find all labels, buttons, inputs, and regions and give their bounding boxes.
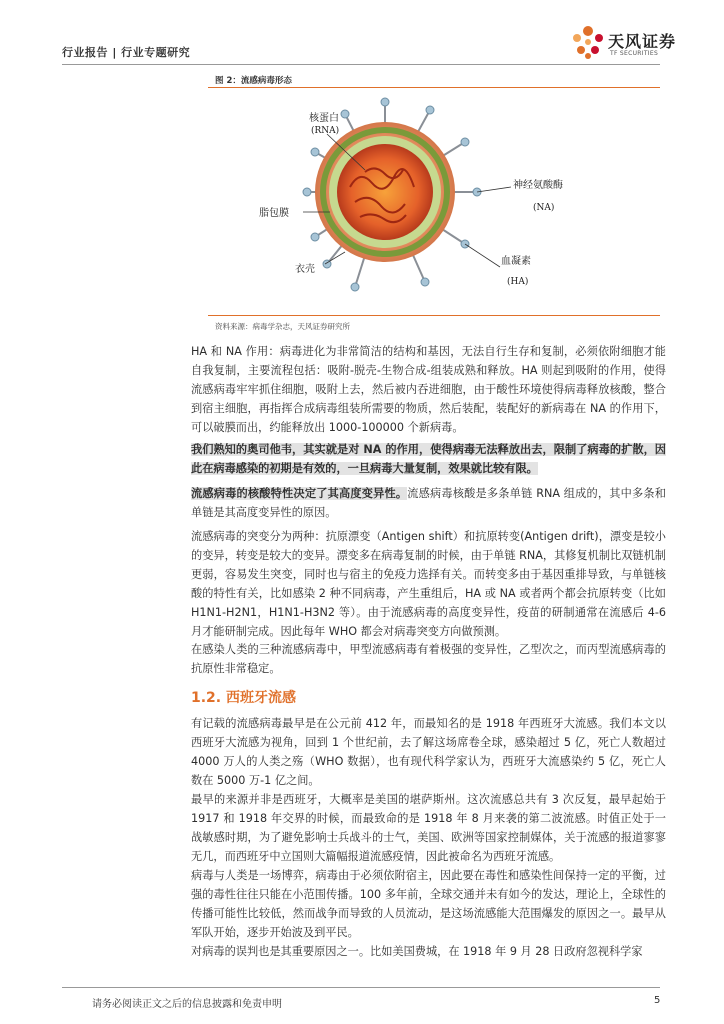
label-hemagglutinin: 血凝素 [501, 256, 531, 267]
paragraph-misjudgment: 对病毒的误判也是其重要原因之一。比如美国费城，在 1918 年 9 月 28 日政府忽视科学家 [191, 945, 643, 958]
paragraph-ha-na-function: HA 和 NA 作用：病毒进化为非常简洁的结构和基因，无法自行生存和复制，必须依附细胞才能自我复制，主要流程包括：吸附-脱壳-生物合成-组装成熟和释放。HA 则起到吸附的作用，使得流感病毒牢牢抓住细胞，吸附上去，然后被内吞进细胞，由于酸性环境使得病毒释放核酸，整合到宿主细胞，再指挥合成病毒组装所需要的物质，然后装配，装配好的新病毒在 NA 的作用下，可以破膜而出，约能释放出 1000-100000 个新病毒。 [191, 345, 666, 434]
header-divider [62, 64, 660, 65]
figure-source: 资料来源：病毒学杂志，天风证券研究所 [215, 322, 350, 331]
label-rna: (RNA) [311, 126, 340, 136]
paragraph-oseltamivir [191, 440, 666, 478]
page-number: 5 [654, 995, 661, 1006]
company-logo [568, 24, 678, 62]
paragraph-virus-types: 在感染人类的三种流感病毒中，甲型流感病毒有着极强的变异性，乙型次之，而丙型流感病毒的抗原性非常稳定。 [191, 643, 666, 675]
section-title: 1.2. 西班牙流感 [191, 690, 296, 706]
paragraph-variability [191, 484, 666, 522]
logo-subtitle: TF SECURITIES [610, 50, 659, 57]
figure-bottom-divider [208, 315, 660, 316]
label-na-abbr: (NA) [533, 203, 555, 213]
highlight-oseltamivir: 我们熟知的奥司他韦，其实就是对 NA 的作用，使得病毒无法释放出去，限制了病毒的扩散，因此在病毒感染的初期是有效的，一旦病毒大量复制，效果就比较有限。 [191, 443, 666, 475]
logo-name: 天风证券 [608, 32, 677, 51]
label-nucleoprotein: 核蛋白 [309, 113, 339, 124]
paragraph-spanish-flu-intro: 有记载的流感病毒最早是在公元前 412 年，而最知名的是 1918 年西班牙大流感。我们本文以西班牙大流感为视角，回到 1 个世纪前，去了解这场席卷全球，感染超过 5 亿，死亡人数超过 4000 万人的人类之殇（WHO 数据），也有现代科学家认为，西班牙大流感染约 5 亿，死亡人数在 5000 万-1 亿之间。 [191, 717, 666, 787]
footer-divider [62, 987, 660, 988]
figure-title: 图 2：流感病毒形态 [215, 76, 292, 86]
label-capsid: 衣壳 [295, 264, 315, 275]
rna-core [337, 144, 433, 240]
variability-text: 流感病毒核酸是多条单链 RNA 组成的，其中多条和单链是其高度变异性的原因。 [191, 487, 666, 519]
footer-disclaimer: 请务必阅读正文之后的信息披露和免责申明 [92, 999, 282, 1010]
label-neuraminidase: 神经氨酸酶 [513, 180, 563, 191]
paragraph-origin: 最早的来源并非是西班牙，大概率是美国的堪萨斯州。这次流感总共有 3 次反复，最早起始于 1917 和 1918 年交界的时候，而最致命的是 1918 年 8 月来袭的第二波流感。时值正处于一战敏感时期，为了避免影响士兵战斗的士气，美国、欧洲等国家控制媒体，关于流感的报道寥寥无几，而西班牙中立国则大篇幅报道流感疫情，因此被命名为西班牙流感。 [191, 793, 666, 863]
paragraph-antigen-shift: 流感病毒的突变分为两种：抗原漂变（Antigen shift）和抗原转变(Antigen drift)，漂变是较小的变异，转变是较大的变异。漂变多在病毒复制的时候，由于单链 RNA，其修复机制比双链机制更弱，容易发生突变，同时也与宿主的免疫力选择有关。而转变多由于基因重排导致，与单链核酸的特性有关，比如感染 2 种不同病毒，产生重组后，HA 或 NA 或者两个都会抗原转变（比如 H1N1-H2N1，H1N1-H3N2 等）。由于流感病毒的高度变异性，疫苗的研制通常在流感后 4-6 月才能研制完成。因此每年 WHO 都会对病毒突变方向做预测。 [191, 530, 666, 638]
paragraph-virus-human: 病毒与人类是一场博弈，病毒由于必须依附宿主，因此要在毒性和感染性间保持一定的平衡，过强的毒性往往只能在小范围传播。100 多年前，全球交通并未有如今的发达，理论上，全球性的传播可能性比较低，然而战争而导致的人员流动，是这场流感能大范围爆发的原因之一。最早从军队开始，逐步开始波及到平民。 [191, 869, 666, 939]
figure-top-divider [208, 87, 660, 88]
report-type-label: 行业报告 | 行业专题研究 [62, 46, 191, 59]
highlight-variability: 流感病毒的核酸特性决定了其高度变异性。 [191, 487, 408, 500]
influenza-virus-diagram [215, 92, 655, 307]
label-ha-abbr: (HA) [507, 277, 529, 287]
logo-mark-icon [568, 24, 608, 62]
label-lipid-envelope: 脂包膜 [259, 208, 289, 219]
